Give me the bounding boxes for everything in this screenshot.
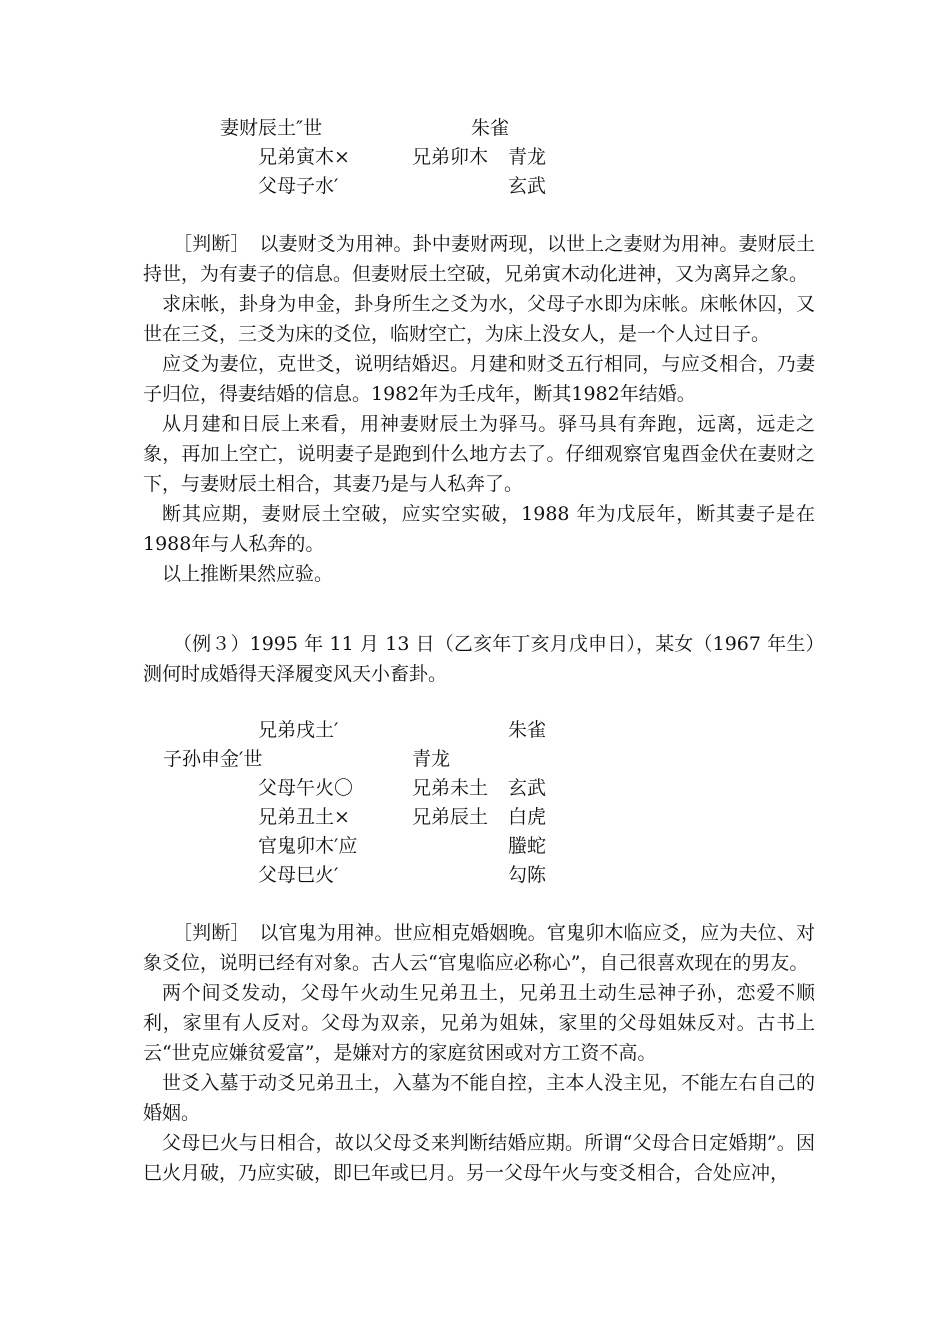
judgment1-para3: 应爻为妻位，克世爻，说明结婚迟。月建和财爻五行相同，与应爻相合，乃妻子归位，得妻结婚的信息。1982年为壬戌年，断其1982年结婚。 <box>143 353 815 405</box>
hex2-row3-left: 父母午火〇 <box>258 777 354 799</box>
judgment1-para2: 求床帐，卦身为申金，卦身所生之爻为水，父母子水即为床帐。床帐休囚，又世在三爻，三爻为床的爻位，临财空亡，为床上没女人，是一个人过日子。 <box>143 293 815 345</box>
hex2-row2-mid: 青龙 <box>412 748 451 770</box>
hex1-row1-right: 朱雀 <box>471 117 510 139</box>
hex1-row1-left: 妻财辰土″世 <box>220 117 323 139</box>
hex2-row4-right: 白虎 <box>508 806 547 828</box>
judgment1-para6: 以上推断果然应验。 <box>162 563 334 585</box>
judgment-1 <box>143 229 815 589</box>
judgment1-para1: ［判断］ 以妻财爻为用神。卦中妻财两现，以世上之妻财为用神。妻财辰土持世，为有妻子的信息。但妻财辰土空破，兄弟寅木动化进神，又为离异之象。 <box>143 233 815 285</box>
hex2-row5-left: 官鬼卯木′应 <box>258 835 358 857</box>
hex1-row2-mid: 兄弟卯木 <box>412 146 489 168</box>
judgment1-para5: 断其应期，妻财辰土空破，应实空实破，1988 年为戊辰年，断其妻子是在1988年与人私奔的。 <box>143 503 815 555</box>
hex2-row6-right: 勾陈 <box>508 864 547 886</box>
hex2-row4-mid: 兄弟辰土 <box>412 806 489 828</box>
hex1-row3-left: 父母子水′ <box>258 175 339 197</box>
judgment2-para1: ［判断］ 以官鬼为用神。世应相克婚姻晚。官鬼卯木临应爻，应为夫位、对象爻位，说明已经有对象。古人云“官鬼临应必称心”，自己很喜欢现在的男友。 <box>143 922 815 974</box>
judgment2-para4: 父母巳火与日相合，故以父母爻来判断结婚应期。所谓“父母合日定婚期”。因巳火月破，乃应实破，即巳年或巳月。另一父母午火与变爻相合，合处应冲， <box>143 1132 815 1184</box>
hex2-row6-left: 父母巳火′ <box>258 864 339 886</box>
judgment2-para3: 世爻入墓于动爻兄弟丑土，入墓为不能自控，主本人没主见，不能左右自己的婚姻。 <box>143 1072 815 1124</box>
hex1-row2-left: 兄弟寅木× <box>258 146 350 168</box>
hex1-row2-right: 青龙 <box>508 146 547 168</box>
hex1-row3-right: 玄武 <box>508 175 547 197</box>
example3-intro <box>143 629 815 689</box>
hex2-row1-right: 朱雀 <box>508 719 547 741</box>
judgment-2 <box>143 918 815 1188</box>
hex2-row1-left: 兄弟戌土′ <box>258 719 339 741</box>
hex2-row3-right: 玄武 <box>508 777 547 799</box>
hex2-row2-left: 子孙申金′世 <box>163 748 263 770</box>
hex2-row3-mid: 兄弟未土 <box>412 777 489 799</box>
judgment2-para2: 两个间爻发动，父母午火动生兄弟丑土，兄弟丑土动生忌神子孙，恋爱不顺利，家里有人反对。父母为双亲，兄弟为姐妹，家里的父母姐妹反对。古书上云“世克应嫌贫爱富”，是嫌对方的家庭贫困或对方工资不高。 <box>143 982 815 1064</box>
example3-intro-text: （例３）1995 年 11 月 13 日（乙亥年丁亥月戊申日），某女（1967 年生）测何时成婚得天泽履变风天小畜卦。 <box>143 633 815 685</box>
hex2-row5-right: 螣蛇 <box>508 835 547 857</box>
hex2-row4-left: 兄弟丑土× <box>258 806 350 828</box>
judgment1-para4: 从月建和日辰上来看，用神妻财辰土为驿马。驿马具有奔跑，远离，远走之象，再加上空亡，说明妻子是跑到什么地方去了。仔细观察官鬼酉金伏在妻财之下，与妻财辰土相合，其妻乃是与人私奔了。 <box>143 413 815 495</box>
